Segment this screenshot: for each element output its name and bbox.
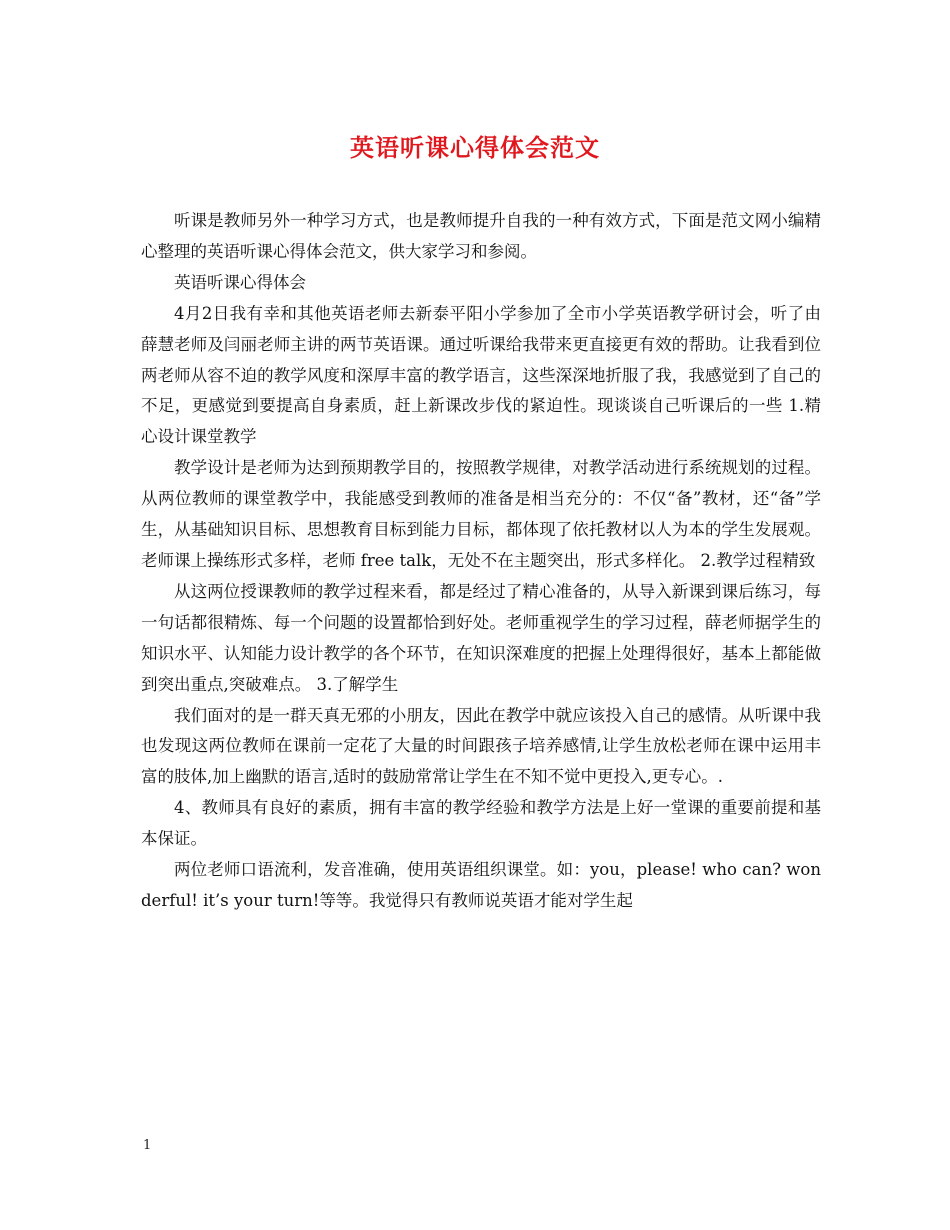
body-paragraph: 教学设计是老师为达到预期教学目的，按照教学规律，对教学活动进行系统规划的过程。从两位教师的课堂教学中，我能感受到教师的准备是相当充分的：不仅“备”教材，还“备”学生，从基础知识目标、思想教育目标到能力目标，都体现了依托教材以人为本的学生发展观。老师课上操练形式多样，老师 free talk，无处不在主题突出，形式多样化。 2.教学过程精致 xyxy=(141,458,821,570)
body-paragraph: 听课是教师另外一种学习方式，也是教师提升自我的一种有效方式，下面是范文网小编精心整理的英语听课心得体会范文，供大家学习和参阅。 xyxy=(141,211,821,261)
document-title: 英语听课心得体会范文 xyxy=(350,134,600,162)
page-number: 1 xyxy=(143,1138,152,1153)
section-heading: 英语听课心得体会 xyxy=(174,272,306,292)
body-paragraph: 两位老师口语流利，发音准确，使用英语组织课堂。如：you，please! who can? wonderful! it’s your turn!等等。我觉得只有教师说英语才能对学生起 xyxy=(141,860,821,910)
document-body xyxy=(141,206,821,917)
body-paragraph: 我们面对的是一群天真无邪的小朋友，因此在教学中就应该投入自己的感情。从听课中我也发现这两位教师在课前一定花了大量的时间跟孩子培养感情,让学生放松老师在课中运用丰富的肢体,加上幽默的语言,适时的鼓励常常让学生在不知不觉中更投入,更专心。. xyxy=(141,705,821,787)
body-paragraph: 从这两位授课教师的教学过程来看，都是经过了精心准备的，从导入新课到课后练习，每一句话都很精炼、每一个问题的设置都恰到好处。老师重视学生的学习过程，薛老师据学生的知识水平、认知能力设计教学的各个环节，在知识深难度的把握上处理得很好，基本上都能做到突出重点,突破难点。 3.了解学生 xyxy=(141,581,821,694)
body-paragraph: 4月2日我有幸和其他英语老师去新泰平阳小学参加了全市小学英语教学研讨会，听了由薛慧老师及闫丽老师主讲的两节英语课。通过听课给我带来更直接更有效的帮助。让我看到位两老师从容不迫的教学风度和深厚丰富的教学语言，这些深深地折服了我，我感觉到了自己的不足，更感觉到要提高自身素质，赶上新课改步伐的紧迫性。现谈谈自己听课后的一些 1.精心设计课堂教学 xyxy=(141,303,821,447)
body-paragraph: 4、教师具有良好的素质，拥有丰富的教学经验和教学方法是上好一堂课的重要前提和基本保证。 xyxy=(141,798,821,849)
